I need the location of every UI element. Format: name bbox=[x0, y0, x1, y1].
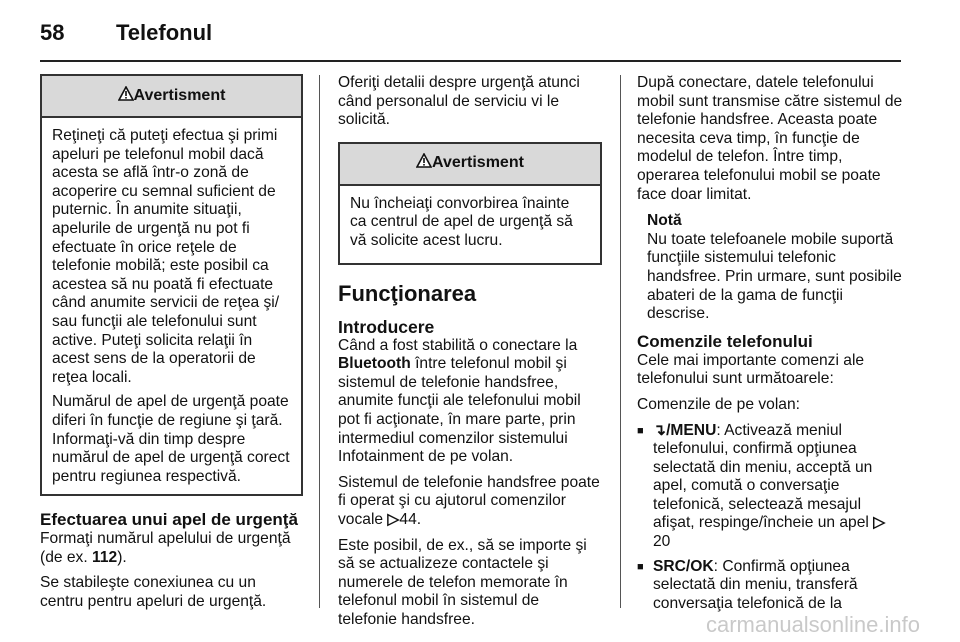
phone-call-icon: ↴ bbox=[653, 421, 667, 439]
page-header bbox=[0, 0, 960, 62]
list-item-text bbox=[651, 422, 905, 552]
page-ref-arrow-icon: ▷ bbox=[387, 510, 400, 528]
warning-triangle-icon bbox=[118, 86, 134, 107]
list-item-text bbox=[651, 558, 905, 614]
warning-paragraph: Nu încheiaţi convorbirea înainte ca centrul de apel de urgenţă să vă solicite acest lucru. bbox=[350, 194, 573, 249]
warning-paragraph: Reţineţi că puteţi efectua şi primi apeluri pe telefonul mobil dacă acesta se află într-o zonă de acoperire cu semnal suficient de puternic. În anumite situaţii, apelurile de urgenţă nu pot fi efectuate în orice reţele de telefonie mobilă; este posibil ca acestea să nu poată fi efectuate când anumite servicii de reţea şi/ sau funcţii ale telefonului sunt active. Puteţi solicita relaţii în acest sens de la operatorii de reţea locali. bbox=[52, 127, 280, 386]
page-number: 58 bbox=[40, 20, 65, 45]
page-ref-arrow-icon: ▷ bbox=[873, 514, 886, 532]
warning-body bbox=[340, 186, 600, 263]
section-heading: Funcţionarea bbox=[338, 280, 477, 306]
menu-key: /MENU bbox=[666, 421, 717, 439]
paragraph bbox=[338, 337, 602, 467]
page-ref: 20 bbox=[653, 533, 671, 551]
note-title: Notă bbox=[647, 212, 682, 230]
note-box bbox=[647, 212, 905, 324]
column-1 bbox=[40, 74, 303, 619]
warning-title: Avertisment bbox=[432, 154, 524, 172]
text: : Confirmă opţiunea selectată din meniu, transferă conversaţia telefonică de la bbox=[653, 557, 858, 612]
column-3 bbox=[637, 74, 905, 619]
paragraph: Oferiţi detalii despre urgenţă atunci când personalul de serviciu vi le solicită. bbox=[338, 74, 580, 129]
warning-triangle-icon bbox=[416, 153, 432, 174]
paragraph: Comenzile de pe volan: bbox=[637, 395, 800, 413]
warning-paragraph: Numărul de apel de urgenţă poate diferi în funcţie de regiune şi ţară. Informaţi-vă din timp despre numărul de apel de urgenţă corect pentru regiunea respectivă. bbox=[52, 393, 290, 485]
text: Când a fost stabilită o conectare la bbox=[338, 336, 578, 354]
header-rule bbox=[40, 60, 901, 62]
warning-header bbox=[340, 144, 600, 186]
text: Formaţi numărul apelului de urgenţă (de ex. bbox=[40, 530, 291, 566]
paragraph: Cele mai importante comenzi ale telefonului sunt următoarele: bbox=[637, 351, 865, 388]
paragraph: Se stabileşte conexiunea cu un centru pentru apeluri de urgenţă. bbox=[40, 574, 267, 611]
column-2 bbox=[338, 74, 602, 636]
bluetooth-term: Bluetooth bbox=[338, 355, 411, 373]
text: : Activează meniul telefonului, confirmă opţiunea selectată din meniu, acceptă un apel, comută o conversaţie telefonică, selectează mesajul afişat, respinge/încheie un apel bbox=[653, 421, 874, 532]
page-ref: 44 bbox=[399, 510, 417, 528]
warning-box bbox=[40, 74, 303, 496]
text: . bbox=[416, 510, 422, 528]
bullet-square-icon: ■ bbox=[637, 424, 644, 437]
column-divider-2 bbox=[620, 75, 621, 608]
list-item bbox=[637, 422, 905, 552]
paragraph bbox=[40, 530, 303, 567]
warning-box bbox=[338, 142, 602, 265]
sub-heading: Introducere bbox=[338, 316, 435, 337]
warning-title: Avertisment bbox=[133, 86, 226, 104]
text: Sistemul de telefonie handsfree poate fi operat şi cu ajutorul comenzilor vocale bbox=[338, 473, 600, 528]
page-title: Telefonul bbox=[116, 20, 213, 45]
emergency-number: 112 bbox=[92, 548, 118, 566]
text: între telefonul mobil şi sistemul de telefonie handsfree, anumite funcţii ale telefonului mobil pot fi acţionate, în mare parte, prin intermediul comenzilor sistemului Infotainment de pe volan. bbox=[338, 355, 581, 466]
section-heading: Comenzile telefonului bbox=[637, 331, 813, 351]
warning-header bbox=[42, 76, 301, 118]
watermark: carmanualsonline.info bbox=[705, 612, 920, 637]
paragraph: După conectare, datele telefonului mobil sunt transmise către sistemul de telefonie handsfree. Aceasta poate necesita ceva timp, în funcţie de modelul de telefon. Între timp, operarea telefonului mobil se poate face doar limitat. bbox=[637, 74, 903, 203]
column-divider-1 bbox=[319, 75, 320, 608]
list-item bbox=[637, 558, 905, 614]
controls-list bbox=[637, 422, 905, 614]
warning-body bbox=[42, 118, 301, 494]
text: ). bbox=[117, 548, 127, 566]
bullet-square-icon: ■ bbox=[637, 560, 644, 573]
src-ok-key: SRC/OK bbox=[653, 557, 714, 575]
note-text: Nu toate telefoanele mobile suportă funcţiile sistemului telefonic handsfree. Prin urmare, sunt posibile abateri de la gama de funcţii descrise. bbox=[647, 230, 902, 323]
paragraph: Este posibil, de ex., să se importe şi să se actualizeze contactele şi numerele de telefon memorate în telefonul mobil în sistemul de telefonie handsfree. bbox=[338, 536, 587, 628]
section-heading: Efectuarea unui apel de urgenţă bbox=[40, 510, 298, 530]
paragraph bbox=[338, 474, 602, 530]
